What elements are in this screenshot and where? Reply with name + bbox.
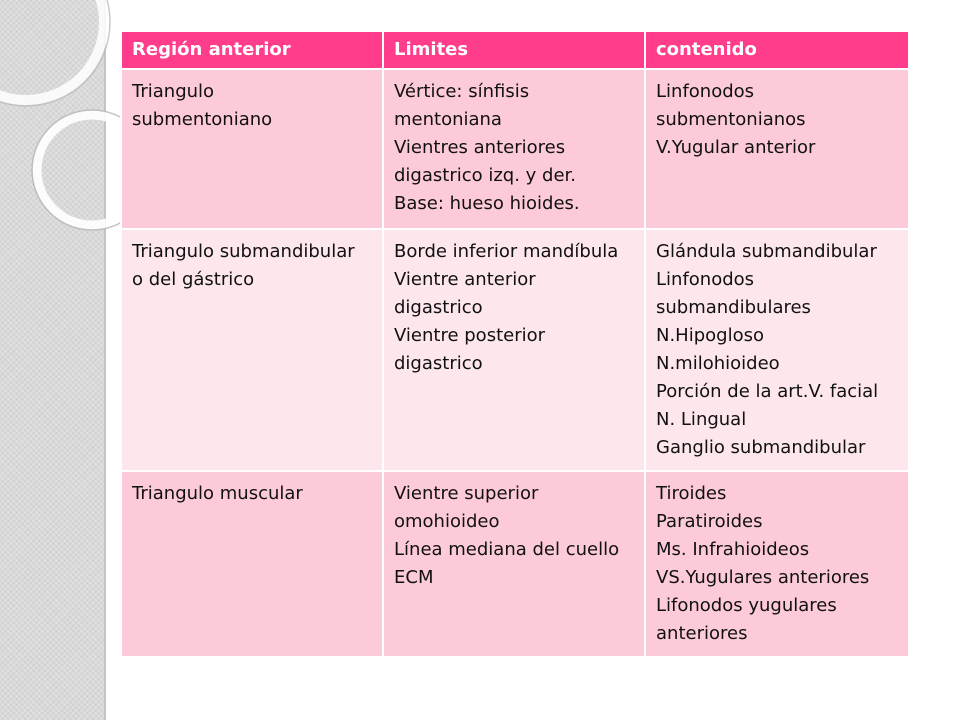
- table-header-row: [121, 31, 909, 69]
- header-limites: Limites: [383, 31, 645, 69]
- header-region: Región anterior: [121, 31, 383, 69]
- table-row: [121, 229, 909, 471]
- cell-region: Triangulo submentoniano: [121, 69, 383, 229]
- decorative-side-band: [0, 0, 106, 720]
- cell-limites: Vértice: sínfisis mentoniana Vientres anteriores digastrico izq. y der. Base: hueso hioides.: [383, 69, 645, 229]
- cell-contenido: Glándula submandibular Linfonodos submandibulares N.Hipogloso N.milohioideo Porción de la art.V. facial N. Lingual Ganglio submandibular: [645, 229, 909, 471]
- cell-contenido: Linfonodos submentonianos V.Yugular anterior: [645, 69, 909, 229]
- table-row: [121, 471, 909, 657]
- anterior-region-table: [120, 30, 910, 658]
- cell-contenido: Tiroides Paratiroides Ms. Infrahioideos VS.Yugulares anteriores Lifonodos yugulares anteriores: [645, 471, 909, 657]
- cell-limites: Vientre superior omohioideo Línea mediana del cuello ECM: [383, 471, 645, 657]
- cell-region: Triangulo muscular: [121, 471, 383, 657]
- cell-region: Triangulo submandibular o del gástrico: [121, 229, 383, 471]
- cell-limites: Borde inferior mandíbula Vientre anterior digastrico Vientre posterior digastrico: [383, 229, 645, 471]
- header-contenido: contenido: [645, 31, 909, 69]
- table-row: [121, 69, 909, 229]
